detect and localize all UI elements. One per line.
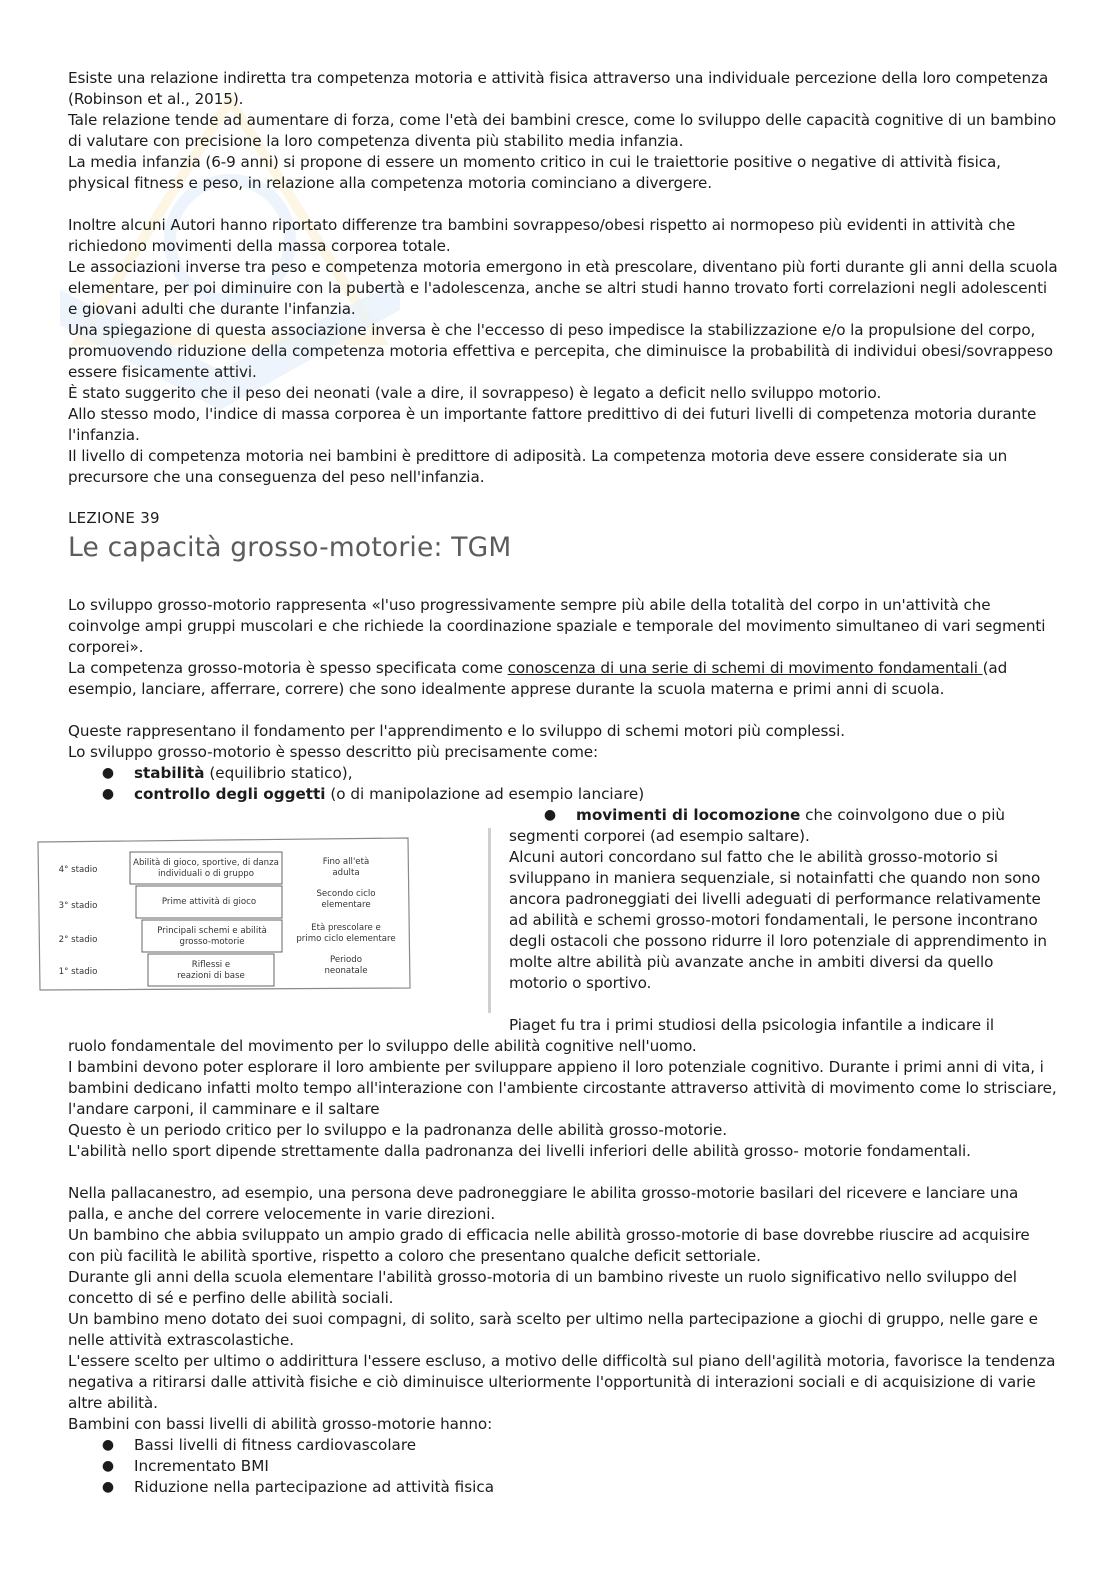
paragraph-newborn-weight: È stato suggerito che il peso dei neonati (vale a dire, il sovrappeso) è legato a deficit nello sviluppo motorio. — [68, 384, 882, 402]
paragraph-explore: I bambini devono poter esplorare il loro ambiente per sviluppare appieno il loro potenziale cognitivo. Durante i primi anni di vita, i bambini dedicano infatti molto tempo all'interazione con l'ambiente circostante attraverso attività di movimento come lo strisciare, l'andare carponi, il camminare e il saltare — [68, 1058, 1057, 1118]
document-page: Esiste una relazione indiretta tra competenza motoria e attività fisica attraverso una individuale percezione della loro competenza (Robinson et al., 2015). Tale relazione tende ad aumentare di forza, come l'età dei bambini cresce, come lo sviluppo delle capacità cognitive di un bambino di valutare con precisione la loro competenza diventa più stabilito media infanzia. La media infanzia (6-9 anni) si propone di essere un momento critico in cui le traiettorie positive o negative di attività fisica, physical fitness e peso, in relazione alla competenza motoria cominciano a divergere. Inoltre alcuni Autori hanno riportato differenze tra bambini sovrappeso/obesi rispetto ai normopeso più evidenti in attività che richiedono movimenti della massa corporea totale. Le associazioni inverse tra peso e competenza motoria emergono in età prescolare, diventano più forti durante gli anni della scuola elementare, per poi diminuire con la pubertà e l'adolescenza, anche se altri studi hanno trovato forti correlazioni negli adolescenti e giovani adulti che durante l'infanzia. Una spiegazione di questa associazione inversa è che l'eccesso di peso impedisce la stabilizzazione e/o la propulsione del corpo, promuovendo riduzione della competenza motoria effettiva e percepita, che diminuisce la probabilità di individui obesi/sovrappeso essere fisicamente attivi. È stato suggerito che il peso dei neonati (vale a dire, il sovrappeso) è legato a deficit nello sviluppo motorio. Allo stesso modo, l'indice di massa corporea è un importante fattore predittivo di dei futuri livelli di competenza motoria durante l'infanzia. Il livello di competenza motoria nei bambini è predittore di adiposità. La competenza motoria deve essere considerate sia un precursore che una conseguenza del peso nell'infanzia. LEZIONE 39 Le capacità grosso-motorie: TGM Lo sviluppo grosso-motorio rappresenta «l'uso progressivamente sempre più abile della totalità del corpo in un'attività che coinvolge ampi gruppi muscolari e che richiede la coordinazione spaziale e temporale del movimento simultaneo di vari segmenti corporei». La competenza grosso-motoria è spesso specificata come conoscenza di una serie di schemi di movimento fondamentali (ad esempio, lanciare, afferrare, correre) che sono idealmente apprese durante la scuola materna e primi anni di scuola. Queste rappresentano il fondamento per l'apprendimento e lo sviluppo di schemi motori più complessi. Lo sviluppo grosso-motorio è spesso descritto più precisamente come: ● stabilità (equilibrio statico), ● controllo degli oggetti (o di manipolazione ad esempio lanciare) ● movimenti di locomozione che coinvolgono due o più 4° stadio Abilità di gioco, sportive, di danza individuali o di gruppo Fino all'età adulta 3° stadio Prime attività di gioco Secondo ciclo elementare 2° stadio Principali schemi e abilità grosso-motorie Età prescolare e primo ciclo elementare 1° stadio Riflessi e reazioni di base Periodo neonatale segmenti corporei (ad esempio saltare). Alcuni autori concordano sul fatto che le abilità grosso-motorio si sviluppano in maniera sequenziale, si notainfatti che quando non sono ancora padroneggiati dei livelli adeguati di performance relativamente ad abilità e schemi grosso-motori fondamentali, le persone incontrano degli ostacoli che possono ridurre il loro potenziale di apprendimento in molte altre abilità più avanzate anche in ambiti diversi da quello motorio o sportivo. Piaget fu tra i primi studiosi della psicologia infantile a indicare il ruolo fondamentale del movimento per lo sviluppo delle abilità cognitive nell'uomo. I bambini devono poter esplorare il loro ambiente per sviluppare appieno il loro potenziale cognitivo. Durante i primi anni di vita, i bambini dedicano infatti molto tempo all'interazione con l'ambiente circostante attraverso attività di movimento come lo strisciare, l'andare carponi, il camminare e il saltare Questo è un periodo critico per lo sviluppo e la padronanza delle abilità grosso-motorie. L'abilità nello sport dipende strettamente dalla padronanza dei livelli inferiori delle abilità grosso- motorie fondamentali. Nella pallacanestro, ad esempio, una persona deve padroneggiare le abilita grosso-motorie basilari del ricevere e lanciare una palla, e anche del correre velocemente in varie direzioni. Un bambino che abbia sviluppato un ampio grado di efficacia nelle abilità grosso-motorie di base dovrebbe riuscire ad acquisire con più facilità le abilità sportive, rispetto a coloro che presentano qualche deficit settoriale. Durante gli anni della scuola elementare l'abilità grosso-motoria di un bambino riveste un ruolo significativo nello sviluppo del concetto di sé e perfino delle abilità sociali. Un bambino meno dotato dei suoi compagni, di solito, sarà scelto per ultimo nella partecipazione a giochi di gruppo, nelle gare e nelle attività extrascolastiche. L'essere scelto per ultimo o addirittura l'essere escluso, a motivo delle difficoltà sul piano dell'agilità motoria, favorisce la tendenza negativa a ritirarsi dalle attività fisiche e ciò diminuisce ulteriormente l'opportunità di interazioni sociali e di acquisizione di varie altre abilità. Bambini con bassi livelli di abilità grosso-motorie hanno: ● Bassi livelli di fitness cardiovascolare ● Incrementato BMI ● Riduzione nella partecipazione ad attività fisica — [0, 0, 1118, 1579]
stage-box-text: individuali o di gruppo — [158, 869, 254, 879]
bullet-bold: movimenti di locomozione — [576, 806, 801, 824]
lesson-label: LEZIONE 39 — [68, 509, 160, 527]
bullet-dot: ● — [101, 765, 115, 781]
bullet-dot: ● — [101, 1479, 115, 1495]
paragraph-efficacy: Un bambino che abbia sviluppato un ampio grado di efficacia nelle abilità grosso-motorie di base dovrebbe riuscire ad acquisire con più facilità le abilità sportive, rispetto a coloro che presentano qualche deficit settoriale. — [68, 1226, 1030, 1265]
stage-label: 2° stadio — [58, 935, 98, 945]
bullet-rest: (o di manipolazione ad esempio lanciare) — [325, 785, 645, 803]
bullet-dot: ● — [543, 807, 557, 823]
spec-pre: La competenza grosso-motoria è spesso specificata come — [68, 659, 508, 677]
bullet-rest: (equilibrio statico), — [204, 764, 353, 782]
bullet-dot: ● — [101, 1437, 115, 1453]
paragraph-segments: segmenti corporei (ad esempio saltare). — [509, 827, 810, 845]
stage-age: Periodo — [329, 955, 363, 965]
stage-box-text: reazioni di base — [177, 971, 245, 981]
stage-label: 4° stadio — [58, 865, 98, 875]
stages-figure — [36, 834, 412, 992]
stage-age: Età prescolare e — [311, 923, 381, 933]
stage-box-text: Prime attività di gioco — [161, 897, 257, 907]
paragraph-competence: Esiste una relazione indiretta tra competenza motoria e attività fisica attraverso una individuale percezione della loro competenza (Robinson et al., 2015). — [68, 69, 1049, 108]
paragraph-overweight: Inoltre alcuni Autori hanno riportato differenze tra bambini sovrappeso/obesi rispetto ai normopeso più evidenti in attività che richiedono movimenti della massa corporea totale. — [68, 216, 1016, 255]
stage-box-text: Abilità di gioco, sportive, di danza — [133, 858, 279, 868]
motor-stages-diagram — [36, 834, 412, 992]
paragraph-definition: Lo sviluppo grosso-motorio rappresenta «l'uso progressivamente sempre più abile della totalità del corpo in un'attività che coinvolge ampi gruppi muscolari e che richiede la coordinazione spaziale e temporale del movimento simultaneo di vari segmenti corporei». — [68, 596, 1046, 656]
paragraph-self-concept: Durante gli anni della scuola elementare l'abilità grosso-motoria di un bambino riveste un ruolo significativo nello sviluppo del concetto di sé e perfino delle abilità sociali. — [68, 1268, 1017, 1307]
stage-box-text: Principali schemi e abilità — [157, 926, 267, 936]
lesson-title: Le capacità grosso-motorie: TGM — [68, 532, 512, 563]
bullet-bold: controllo degli oggetti — [134, 785, 326, 803]
paragraph-strength: Tale relazione tende ad aumentare di forza, come l'età dei bambini cresce, come lo sviluppo delle capacità cognitive di un bambino di valutare con precisione la loro competenza diventa più stabilito media infanzia. — [68, 111, 1057, 150]
paragraph-middle-childhood: La media infanzia (6-9 anni) si propone di essere un momento critico in cui le traiettorie positive o negative di attività fisica, physical fitness e peso, in relazione alla competenza motoria cominciano a divergere. — [68, 153, 1001, 192]
paragraph-sequential: Alcuni autori concordano sul fatto che le abilità grosso-motorio si sviluppano in maniera sequenziale, si notainfatti che quando non sono ancora padroneggiati dei livelli adeguati di performance relativamente ad abilità e schemi grosso-motori fondamentali, le persone incontrano degli ostacoli che possono ridurre il loro potenziale di apprendimento in molte altre abilità più avanzate anche in ambiti diversi da quello motorio o sportivo. — [509, 848, 1047, 992]
paragraph-competence-spec — [68, 658, 1058, 700]
stage-age: adulta — [332, 868, 360, 878]
spec-underline: conoscenza di una serie di schemi di movimento fondamentali — [507, 659, 983, 677]
stage-box-text: Riflessi e — [191, 960, 231, 970]
paragraph-piaget-end: ruolo fondamentale del movimento per lo sviluppo delle abilità cognitive nell'uomo. — [68, 1037, 697, 1055]
paragraph-low-skills: Bambini con bassi livelli di abilità grosso-motorie hanno: — [68, 1415, 493, 1433]
paragraph-piaget-start: Piaget fu tra i primi studiosi della psicologia infantile a indicare il — [509, 1016, 994, 1034]
paragraph-adiposity: Il livello di competenza motoria nei bambini è predittore di adiposità. La competenza motoria deve essere considerate sia un precursore che una conseguenza del peso nell'infanzia. — [68, 447, 1008, 486]
paragraph-inverse-associations: Le associazioni inverse tra peso e competenza motoria emergono in età prescolare, diventano più forti durante gli anni della scuola elementare, per poi diminuire con la pubertà e l'adolescenza, anche se altri studi hanno trovato forti correlazioni negli adolescenti e giovani adulti che durante l'infanzia. — [68, 258, 1058, 318]
spec-post: (ad esempio, lanciare, afferrare, correre) che sono idealmente apprese durante la scuola materna e primi anni di scuola. — [68, 659, 1008, 698]
bullet-dot: ● — [101, 786, 115, 802]
bullet-bold: stabilità — [134, 764, 205, 782]
stage-box-text: grosso-motorie — [179, 937, 245, 947]
paragraph-basketball: Nella pallacanestro, ad esempio, una persona deve padroneggiare le abilita grosso-motorie basilari del ricevere e lanciare una palla, e anche del correre velocemente in varie direzioni. — [68, 1184, 1019, 1223]
column-divider — [488, 828, 491, 1013]
paragraph-critical-period: Questo è un periodo critico per lo sviluppo e la padronanza delle abilità grosso-motorie. — [68, 1121, 727, 1139]
paragraph-chosen-last: Un bambino meno dotato dei suoi compagni, di solito, sarà scelto per ultimo nella partecipazione a giochi di gruppo, nelle gare e nelle attività extrascolastiche. — [68, 1310, 1038, 1349]
stage-label: 1° stadio — [58, 967, 98, 977]
paragraph-sport-skill: L'abilità nello sport dipende strettamente dalla padronanza dei livelli inferiori delle abilità grosso- motorie fondamentali. — [68, 1142, 971, 1160]
bullet-rest: che coinvolgono due o più — [800, 806, 1006, 824]
stage-label: 3° stadio — [58, 901, 98, 911]
bullet-dot: ● — [101, 1458, 115, 1474]
paragraph-described-as: Lo sviluppo grosso-motorio è spesso descritto più precisamente come: — [68, 743, 599, 761]
stage-age: Secondo ciclo — [316, 889, 376, 899]
stage-age: neonatale — [324, 966, 368, 976]
paragraph-excluded: L'essere scelto per ultimo o addirittura l'essere escluso, a motivo delle difficoltà sul piano dell'agilità motoria, favorisce la tendenza negativa a ritirarsi dalle attività fisiche e ciò diminuisce ulteriormente l'opportunità di interazioni sociali e di acquisizione di varie altre abilità. — [68, 1352, 1056, 1412]
stage-age: primo ciclo elementare — [296, 934, 396, 944]
paragraph-explanation: Una spiegazione di questa associazione inversa è che l'eccesso di peso impedisce la stabilizzazione e/o la propulsione del corpo, promuovendo riduzione della competenza motoria effettiva e percepita, che diminuisce la probabilità di individui obesi/sovrappeso essere fisicamente attivi. — [68, 321, 1053, 381]
stage-age: elementare — [321, 900, 371, 910]
stage-age: Fino all'età — [322, 857, 370, 867]
paragraph-bmi: Allo stesso modo, l'indice di massa corporea è un importante fattore predittivo di dei futuri livelli di competenza motoria durante l'infanzia. — [68, 405, 1037, 444]
paragraph-foundation: Queste rappresentano il fondamento per l'apprendimento e lo sviluppo di schemi motori più complessi. — [68, 722, 845, 740]
